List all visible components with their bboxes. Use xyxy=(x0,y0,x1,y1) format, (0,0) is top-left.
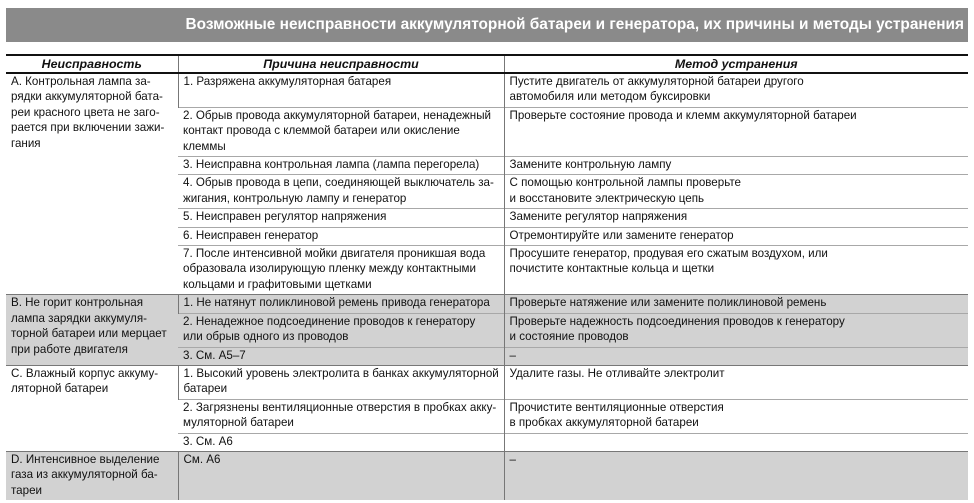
fault-line: лампа зарядки аккумуля- xyxy=(11,311,147,325)
remedy-line: и состояние проводов xyxy=(509,330,629,344)
remedy-cell xyxy=(504,246,968,295)
cause-cell xyxy=(178,347,504,365)
remedy-line: почистите контактные кольца и щетки xyxy=(509,262,715,276)
remedy-cell xyxy=(504,347,968,365)
remedy-cell xyxy=(504,227,968,245)
header-cause: Причина неисправности xyxy=(178,55,504,73)
table-title: Возможные неисправности аккумуляторной батареи и генератора, их причины и методы устранения xyxy=(6,8,968,42)
header-remedy: Метод устранения xyxy=(504,55,968,73)
cause-line: муляторной батареи xyxy=(183,416,294,430)
header-fault: Неисправность xyxy=(6,55,178,73)
cause-cell xyxy=(178,73,504,107)
cause-line: 2. Ненадежное подсоединение проводов к генератору xyxy=(183,314,476,328)
remedy-line: автомобиля или методом буксировки xyxy=(509,90,711,104)
cause-line: 3. См. А6 xyxy=(183,434,233,448)
cause-line: жигания, контрольную лампу и генератор xyxy=(183,191,407,205)
remedy-line: Просушите генератор, продувая его сжатым воздухом, или xyxy=(509,247,828,261)
table-body xyxy=(6,73,968,500)
cause-line: или обрыв одного из проводов xyxy=(183,330,349,344)
fault-cell xyxy=(6,451,178,500)
remedy-cell xyxy=(504,313,968,347)
remedy-line: Проверьте состояние провода и клемм аккумуляторной батареи xyxy=(509,108,857,122)
cause-line: 1. Не натянут поликлиновой ремень привода генератора xyxy=(183,296,490,310)
table-header-row xyxy=(6,55,968,73)
remedy-line: С помощью контрольной лампы проверьте xyxy=(509,176,741,190)
fault-line: реи красного цвета не заго- xyxy=(11,105,160,119)
fault-line: тареи xyxy=(11,483,42,497)
fault-line: ляторной батареи xyxy=(11,382,109,396)
remedy-cell xyxy=(504,175,968,209)
remedy-cell xyxy=(504,157,968,175)
cause-line: контакт провода с клеммой батареи или окисление клеммы xyxy=(183,124,460,153)
cause-cell xyxy=(178,175,504,209)
remedy-line: в пробках аккумуляторной батареи xyxy=(509,416,699,430)
fault-table xyxy=(6,54,968,500)
cause-line: батареи xyxy=(183,382,228,396)
cause-line: образовала изолирующую пленку между контактными xyxy=(183,262,477,276)
cause-cell xyxy=(178,295,504,313)
remedy-line: Проверьте надежность подсоединения проводов к генератору xyxy=(509,314,845,328)
cause-line: 4. Обрыв провода в цепи, соединяющей выключатель за- xyxy=(183,176,494,190)
fault-line: B. Не горит контрольная xyxy=(11,296,144,310)
cause-cell xyxy=(178,157,504,175)
cause-line: См. А6 xyxy=(183,452,221,466)
cause-line: 1. Высокий уровень электролита в банках аккумуляторной xyxy=(183,366,499,380)
table-row xyxy=(6,295,968,313)
remedy-cell xyxy=(504,433,968,451)
remedy-line: Замените контрольную лампу xyxy=(509,158,672,172)
cause-line: кольцами и графитовыми щетками xyxy=(183,277,372,291)
remedy-cell xyxy=(504,107,968,156)
fault-table-container xyxy=(6,54,968,497)
remedy-line: – xyxy=(509,348,516,362)
remedy-line: Удалите газы. Не отливайте электролит xyxy=(509,366,725,380)
cause-cell xyxy=(178,107,504,156)
remedy-line: Проверьте натяжение или замените поликлиновой ремень xyxy=(509,296,827,310)
remedy-cell xyxy=(504,451,968,500)
cause-line: 7. После интенсивной мойки двигателя проникшая вода xyxy=(183,247,486,261)
table-row xyxy=(6,73,968,107)
remedy-line: Пустите двигатель от аккумуляторной батареи другого xyxy=(509,75,804,88)
cause-cell xyxy=(178,365,504,399)
table-row xyxy=(6,365,968,399)
remedy-line: Отремонтируйте или замените генератор xyxy=(509,228,734,242)
fault-line: А. Контрольная лампа за- xyxy=(11,75,151,88)
cause-line: 3. См. А5–7 xyxy=(183,348,246,362)
fault-line: рается при включении зажи- xyxy=(11,121,165,135)
remedy-line: Прочистите вентиляционные отверстия xyxy=(509,400,724,414)
remedy-line: Замените регулятор напряжения xyxy=(509,210,688,224)
cause-cell xyxy=(178,433,504,451)
remedy-cell xyxy=(504,399,968,433)
fault-cell xyxy=(6,365,178,451)
remedy-cell xyxy=(504,209,968,227)
cause-line: 2. Загрязнены вентиляционные отверстия в пробках акку- xyxy=(183,400,497,414)
remedy-cell xyxy=(504,73,968,107)
fault-line: гания xyxy=(11,136,41,150)
fault-line: торной батареи или мерцает xyxy=(11,327,167,341)
table-row xyxy=(6,451,968,500)
fault-line: D. Интенсивное выделение xyxy=(11,452,160,466)
fault-cell xyxy=(6,295,178,366)
fault-line: при работе двигателя xyxy=(11,342,128,356)
fault-line: газа из аккумуляторной ба- xyxy=(11,468,158,482)
remedy-line: и восстановите электрическую цепь xyxy=(509,191,705,205)
remedy-line: – xyxy=(509,452,516,466)
cause-line: 5. Неисправен регулятор напряжения xyxy=(183,210,387,224)
remedy-cell xyxy=(504,365,968,399)
cause-line: 1. Разряжена аккумуляторная батарея xyxy=(183,75,392,88)
cause-cell xyxy=(178,399,504,433)
fault-line: С. Влажный корпус аккуму- xyxy=(11,366,159,380)
cause-line: 6. Неисправен генератор xyxy=(183,228,319,242)
cause-cell xyxy=(178,227,504,245)
cause-cell xyxy=(178,313,504,347)
fault-cell xyxy=(6,73,178,295)
cause-line: 2. Обрыв провода аккумуляторной батареи, ненадежный xyxy=(183,108,491,122)
fault-line: рядки аккумуляторной бата- xyxy=(11,90,163,104)
cause-line: 3. Неисправна контрольная лампа (лампа перегорела) xyxy=(183,158,480,172)
remedy-cell xyxy=(504,295,968,313)
cause-cell xyxy=(178,451,504,500)
cause-cell xyxy=(178,246,504,295)
cause-cell xyxy=(178,209,504,227)
